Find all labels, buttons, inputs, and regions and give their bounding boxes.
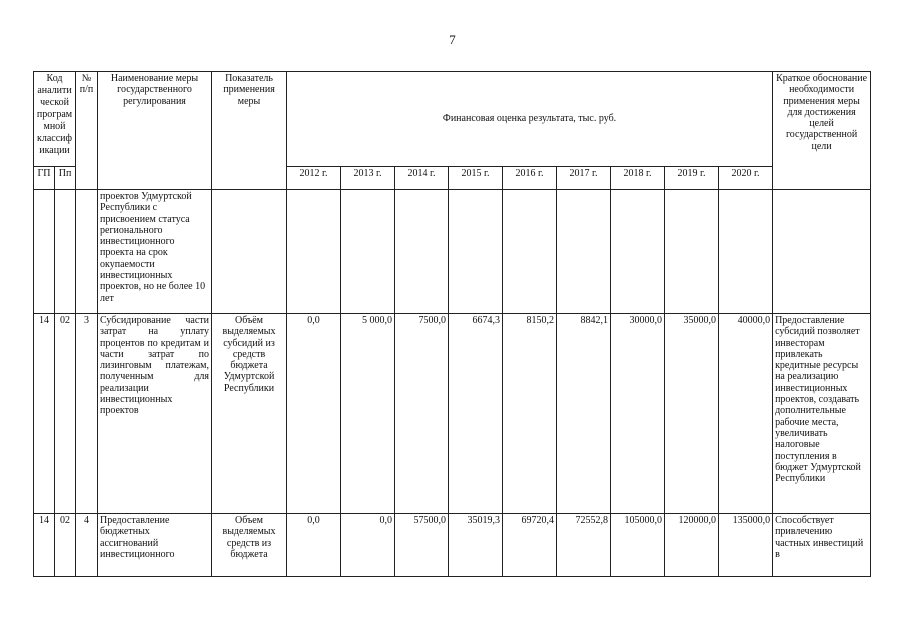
code-group-header-line: икации	[39, 145, 70, 156]
value-cell: 7500,0	[395, 314, 449, 514]
justification-cell: Предоставление субсидий позволяет инвесторам привлекать кредитные ресурсы на реализацию инвестиционных проектов, создавать дополнительные рабочие места, увеличивать налоговые поступления в бюджет Удмуртской Республики	[773, 314, 871, 514]
indicator-cell: Объём выделяемых субсидий из средств бюджета Удмуртской Республики	[212, 314, 287, 514]
year-header: 2014 г.	[395, 167, 449, 190]
year-header: 2016 г.	[503, 167, 557, 190]
value-cell: 105000,0	[611, 514, 665, 577]
year-header: 2018 г.	[611, 167, 665, 190]
value-cell	[287, 190, 341, 314]
value-cell: 0,0	[341, 514, 395, 577]
justification-header: Краткое обоснование необходимости применения меры для достижения целей государственной цели	[773, 72, 871, 190]
code-group-header	[34, 72, 76, 167]
measure-name-cell: проектов Удмуртской Республики с присвоением статуса регионального инвестиционного проекта на срок окупаемости инвестиционных проектов, но не более 10 лет	[98, 190, 212, 314]
year-header: 2017 г.	[557, 167, 611, 190]
pp-cell	[55, 190, 76, 314]
value-cell: 5 000,0	[341, 314, 395, 514]
value-cell	[395, 190, 449, 314]
code-group-header-line: мной	[43, 121, 66, 132]
value-cell: 30000,0	[611, 314, 665, 514]
code-group-header-text	[37, 73, 72, 156]
measure-name-cell: Субсидирование части затрат на уплату процентов по кредитам и части затрат по лизинговым платежам, полученным для реализации инвестиционных проектов	[98, 314, 212, 514]
value-cell	[557, 190, 611, 314]
pp-cell: 02	[55, 514, 76, 577]
value-cell	[449, 190, 503, 314]
value-cell: 57500,0	[395, 514, 449, 577]
num-cell: 4	[76, 514, 98, 577]
value-cell: 0,0	[287, 314, 341, 514]
gp-cell	[34, 190, 55, 314]
value-cell: 0,0	[287, 514, 341, 577]
justification-cell	[773, 190, 871, 314]
value-cell: 8150,2	[503, 314, 557, 514]
year-header: 2013 г.	[341, 167, 395, 190]
year-header: 2020 г.	[719, 167, 773, 190]
pp-header: Пп	[55, 167, 76, 190]
value-cell: 135000,0	[719, 514, 773, 577]
value-cell	[611, 190, 665, 314]
code-group-header-line: ческой	[40, 97, 69, 108]
indicator-cell	[212, 190, 287, 314]
table-row	[34, 190, 871, 314]
value-cell: 69720,4	[503, 514, 557, 577]
indicator-cell: Объем выделяемых средств из бюджета	[212, 514, 287, 577]
value-cell: 8842,1	[557, 314, 611, 514]
year-header: 2015 г.	[449, 167, 503, 190]
num-header: № п/п	[76, 72, 98, 190]
financial-header: Финансовая оценка результата, тыс. руб.	[287, 72, 773, 167]
regulation-measures-table	[33, 71, 871, 577]
measure-name-header: Наименование меры государственного регулирования	[98, 72, 212, 190]
justification-cell: Способствует привлечению частных инвестиций в	[773, 514, 871, 577]
num-cell	[76, 190, 98, 314]
table-row	[34, 514, 871, 577]
code-group-header-line: аналити	[37, 85, 72, 96]
value-cell: 35000,0	[665, 314, 719, 514]
code-group-header-line: програм	[36, 109, 73, 120]
pp-cell: 02	[55, 314, 76, 514]
gp-header: ГП	[34, 167, 55, 190]
value-cell: 35019,3	[449, 514, 503, 577]
value-cell: 72552,8	[557, 514, 611, 577]
value-cell: 6674,3	[449, 314, 503, 514]
indicator-header: Показатель применения меры	[212, 72, 287, 190]
value-cell	[719, 190, 773, 314]
year-header: 2012 г.	[287, 167, 341, 190]
year-header: 2019 г.	[665, 167, 719, 190]
value-cell: 120000,0	[665, 514, 719, 577]
table-row	[34, 314, 871, 514]
measure-name-cell: Предоставление бюджетных ассигнований инвестиционного	[98, 514, 212, 577]
value-cell: 40000,0	[719, 314, 773, 514]
gp-cell: 14	[34, 514, 55, 577]
gp-cell: 14	[34, 314, 55, 514]
header-row-1	[34, 72, 871, 167]
code-group-header-line: Код	[46, 73, 63, 84]
value-cell	[503, 190, 557, 314]
code-group-header-line: классиф	[37, 133, 72, 144]
page-number: 7	[449, 32, 456, 47]
value-cell	[665, 190, 719, 314]
num-cell: 3	[76, 314, 98, 514]
value-cell	[341, 190, 395, 314]
